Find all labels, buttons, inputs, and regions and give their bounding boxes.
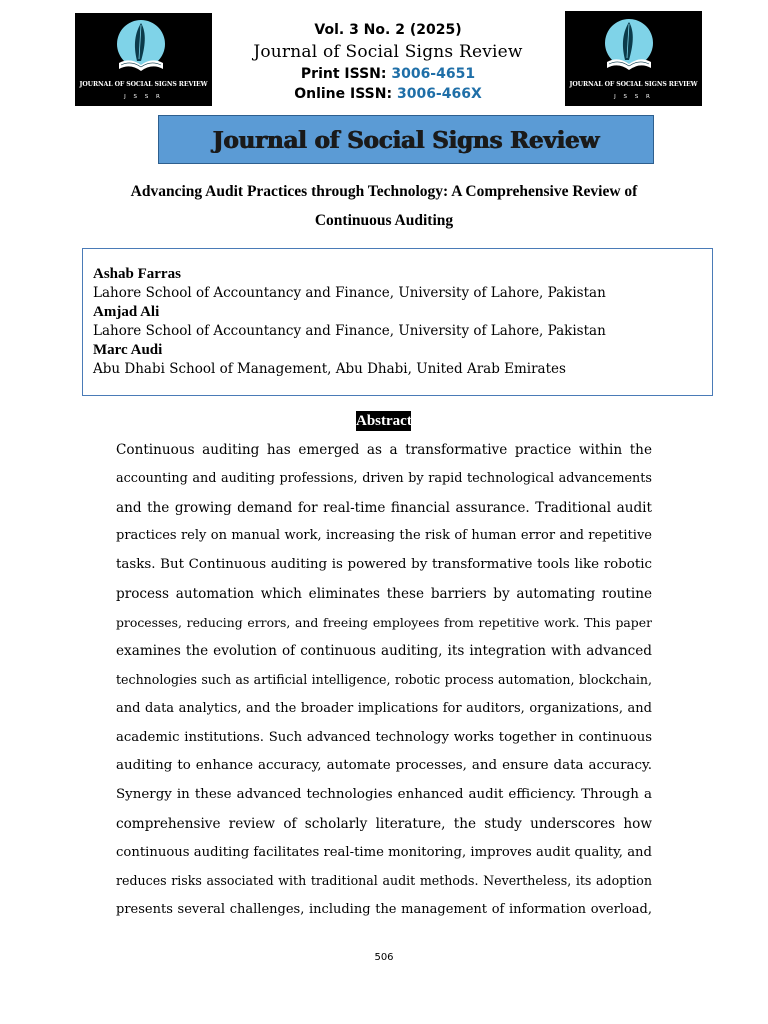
paper-title [100,177,668,235]
abstract-line: comprehensive review of scholarly literature, the study underscores how [116,815,652,832]
abstract-line: tasks. But Continuous auditing is powered by transformative tools like robotic [116,557,652,572]
logo-journal-name: JOURNAL OF SOCIAL SIGNS REVIEW [79,81,208,88]
logo-journal-name: JOURNAL OF SOCIAL SIGNS REVIEW [569,81,698,88]
abstract-line: examines the evolution of continuous auditing, its integration with advanced [116,643,652,660]
abstract-line: reduces risks associated with traditional audit methods. Nevertheless, its adoption [116,873,652,889]
journal-title: Journal of Social Signs Review [253,42,523,62]
author-name: Marc Audi [93,342,163,358]
banner-title: Journal of Social Signs Review [212,127,600,154]
journal-logo-right [565,11,702,106]
print-issn-number: 3006-4651 [391,66,476,82]
abstract-line: accounting and auditing professions, driven by rapid technological advancements [116,470,652,486]
abstract-line: Synergy in these advanced technologies enhanced audit efficiency. Through a [116,787,652,802]
abstract-line: academic institutions. Such advanced technology works together in continuous [116,729,652,745]
print-issn-label: Print ISSN: [300,66,387,82]
print-issn [214,64,562,84]
author-affiliation: Abu Dhabi School of Management, Abu Dhabi, United Arab Emirates [93,361,566,377]
abstract-line: processes, reducing errors, and freeing employees from repetitive work. This paper [116,614,652,630]
abstract-line: auditing to enhance accuracy, automate processes, and ensure data accuracy. [116,758,652,774]
page-number: 506 [374,952,394,963]
author-affiliation: Lahore School of Accountancy and Finance, University of Lahore, Pakistan [93,285,606,301]
author-affiliation: Lahore School of Accountancy and Finance, University of Lahore, Pakistan [93,323,606,339]
abstract-line: and the growing demand for real-time financial assurance. Traditional audit [116,499,652,516]
online-issn [214,84,562,104]
quill-book-icon [75,13,212,106]
abstract-line: practices rely on manual work, increasing the risk of human error and repetitive [116,528,652,544]
abstract-line: continuous auditing facilitates real-time monitoring, improves audit quality, and [116,844,652,860]
volume-issue: Vol. 3 No. 2 (2025) [314,22,462,38]
logo-abbreviation: J S S R [124,94,163,100]
journal-logo-left [75,13,212,106]
authors-box [82,248,713,396]
online-issn-label: Online ISSN: [294,86,393,102]
abstract-body [116,436,652,925]
abstract-line: Continuous auditing has emerged as a transformative practice within the [116,442,652,458]
online-issn-number: 3006-466X [396,86,482,102]
author-name: Ashab Farras [93,266,181,282]
abstract-line: and data analytics, and the broader implications for auditors, organizations, and [116,700,652,716]
abstract-line: process automation which eliminates these barriers by automating routine [116,585,652,602]
paper-title-line: Advancing Audit Practices through Technology: A Comprehensive Review of [130,183,638,200]
abstract-line: technologies such as artificial intelligence, robotic process automation, blockchain, [116,672,652,687]
logo-abbreviation: J S S R [614,94,653,100]
paper-title-line: Continuous Auditing [314,212,454,229]
abstract-line: presents several challenges, including the management of information overload, [116,902,652,917]
journal-banner [158,115,654,164]
journal-header [214,20,562,104]
abstract-heading: Abstract [356,413,412,429]
author-name: Amjad Ali [93,304,160,320]
quill-book-icon [565,11,702,106]
